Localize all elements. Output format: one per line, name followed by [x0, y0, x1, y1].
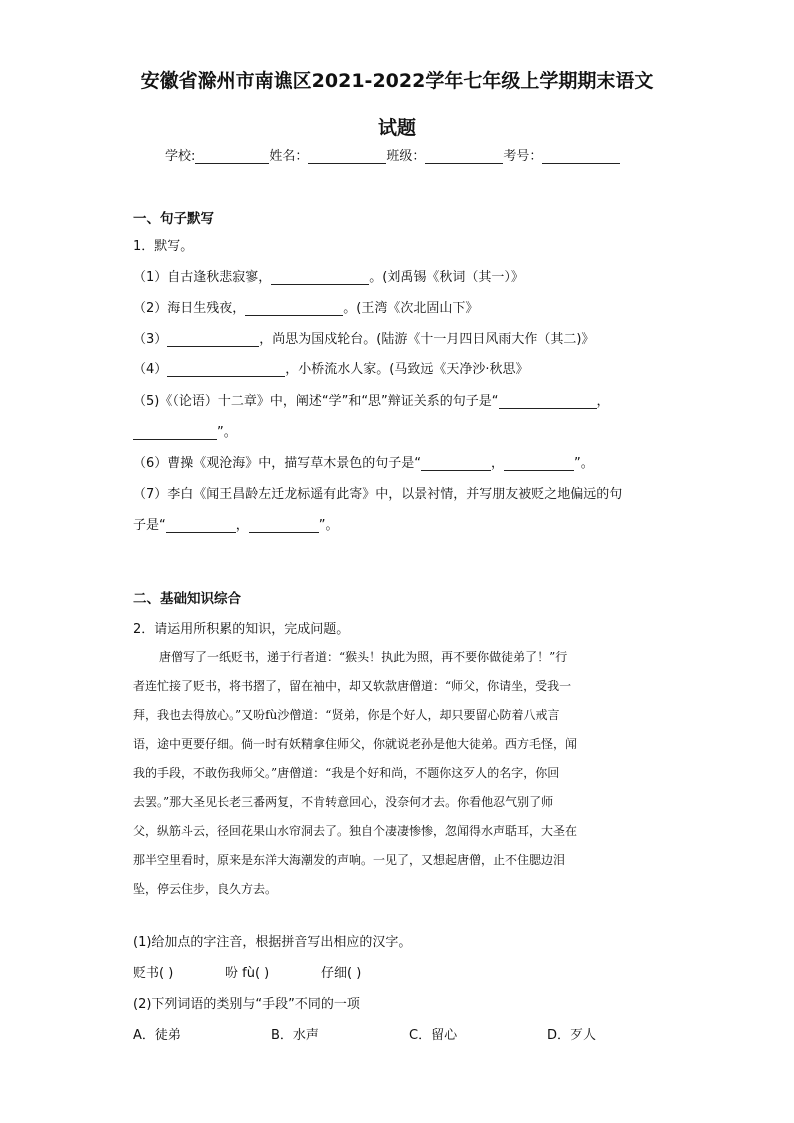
option-c[interactable]: C．留心 [409, 1028, 458, 1043]
q1-item-1-source: 。(刘禹锡《秋词（其一）》 [369, 270, 524, 285]
q1-item-7-text: （7）李白《闻王昌龄左迁龙标遥有此寄》中，以景衬情，并写朋友被贬之地偏远的句 [133, 487, 623, 502]
class-label: 班级： [386, 149, 426, 164]
q1-item-5-end: ”。 [217, 425, 237, 440]
q1-item-1-text: （1）自古逢秋悲寂寥， [133, 270, 272, 285]
answer-blank[interactable] [133, 425, 217, 440]
q1-item-6-end: ”。 [574, 456, 594, 471]
q1-item-2-source: 。(王湾《次北固山下》 [343, 301, 479, 316]
q1-item-2 [133, 297, 478, 316]
student-info-row [165, 145, 620, 164]
sub-question-2: (2)下列词语的类别与“手段”不同的一项 [133, 997, 360, 1012]
option-b[interactable]: B．水声 [271, 1028, 319, 1043]
q1-item-7-cont [133, 514, 339, 533]
number-label: 考号： [503, 149, 543, 164]
number-blank[interactable] [542, 149, 620, 164]
q1-item-2-text: （2）海日生残夜， [133, 301, 246, 316]
reading-passage [133, 643, 661, 904]
q1-item-4-text: （4） [133, 362, 168, 377]
q1-item-6 [133, 452, 594, 471]
answer-blank[interactable] [271, 270, 369, 285]
question2: 2．请运用所积累的知识，完成问题。 [133, 622, 350, 637]
answer-blank[interactable] [499, 394, 597, 409]
question1: 1．默写。 [133, 239, 194, 254]
passage-line: 坠，停云住步，良久方去。 [133, 882, 278, 896]
q1-item-5 [133, 390, 610, 409]
passage-line: 去罢。”那大圣见长老三番两复，不肯转意回心，没奈何才去。你看他忍气别了师 [133, 795, 554, 809]
pinyin-item-2[interactable]: 吩 fù( ) [225, 966, 270, 981]
passage-line: 拜，我也去得放心。”又吩fù沙僧道：“贤弟，你是个好人，却只要留心防着八戒言 [133, 708, 560, 722]
pinyin-item-3[interactable]: 仔细( ) [321, 966, 362, 981]
q1-item-3-text: （3） [133, 332, 168, 347]
q1-item-5-cont [133, 421, 237, 440]
answer-blank[interactable] [421, 456, 491, 471]
answer-blank[interactable] [504, 456, 574, 471]
option-a[interactable]: A．徒弟 [133, 1028, 181, 1043]
answer-blank[interactable] [249, 518, 319, 533]
class-blank[interactable] [425, 149, 503, 164]
q1-item-1 [133, 266, 524, 285]
name-blank[interactable] [308, 149, 386, 164]
sub-question-1-items [133, 962, 361, 981]
pinyin-item-1[interactable]: 贬书( ) [133, 966, 174, 981]
q1-item-7 [133, 483, 622, 502]
q1-item-6-comma: ， [491, 456, 505, 471]
school-label: 学校: [165, 149, 196, 164]
q1-item-7-text2: 子是“ [133, 518, 166, 533]
passage-line: 那半空里看时，原来是东洋大海潮发的声响。一见了，又想起唐僧，止不住腮边泪 [133, 853, 566, 867]
section2-heading: 二、基础知识综合 [133, 591, 241, 607]
q1-item-5-text: （5)《（论语）十二章》中，阐述“学”和“思”辩证关系的句子是“ [133, 394, 499, 409]
answer-blank[interactable] [245, 301, 343, 316]
q1-item-3-source: ，尚思为国戍轮台。(陆游《十一月四日风雨大作（其二)》 [259, 332, 595, 347]
passage-line: 我的手段，不敢伤我师父。”唐僧道：“我是个好和尚，不题你这歹人的名字，你回 [133, 766, 560, 780]
answer-blank[interactable] [166, 518, 236, 533]
exam-title-line1: 安徽省滁州市南谯区2021-2022学年七年级上学期期末语文 [140, 70, 654, 92]
q1-item-3 [133, 328, 594, 347]
answer-blank[interactable] [167, 332, 259, 347]
q1-item-6-text: （6）曹操《观沧海》中，描写草木景色的句子是“ [133, 456, 422, 471]
sub-question-1: (1)给加点的字注音，根据拼音写出相应的汉字。 [133, 935, 412, 950]
name-label: 姓名： [269, 149, 309, 164]
q1-item-4 [133, 358, 529, 377]
passage-line: 父，纵筋斗云，径回花果山水帘洞去了。独自个凄凄惨惨，忽闻得水声聒耳，大圣在 [133, 824, 578, 838]
q1-item-7-comma: ， [235, 518, 249, 533]
exam-title-line2: 试题 [377, 117, 416, 139]
q1-item-4-source: ，小桥流水人家。(马致远《天净沙·秋思》 [285, 362, 529, 377]
options-row [133, 1024, 596, 1043]
passage-line: 语，途中更要仔细。倘一时有妖精拿住师父，你就说老孙是他大徒弟。西方毛怪，闻 [133, 737, 578, 751]
option-d[interactable]: D．歹人 [547, 1028, 597, 1043]
school-blank[interactable] [195, 149, 269, 164]
q1-item-5-punct: ， [596, 394, 610, 409]
answer-blank[interactable] [167, 362, 285, 377]
passage-line: 者连忙接了贬书，将书摺了，留在袖中，却又软款唐僧道：“师父，你请坐，受我一 [133, 679, 572, 693]
section1-heading: 一、句子默写 [133, 211, 214, 227]
passage-line: 唐僧写了一纸贬书，递于行者道：“猴头！执此为照，再不要你做徒弟了！”行 [159, 650, 568, 664]
q1-item-7-end: ”。 [318, 518, 339, 533]
